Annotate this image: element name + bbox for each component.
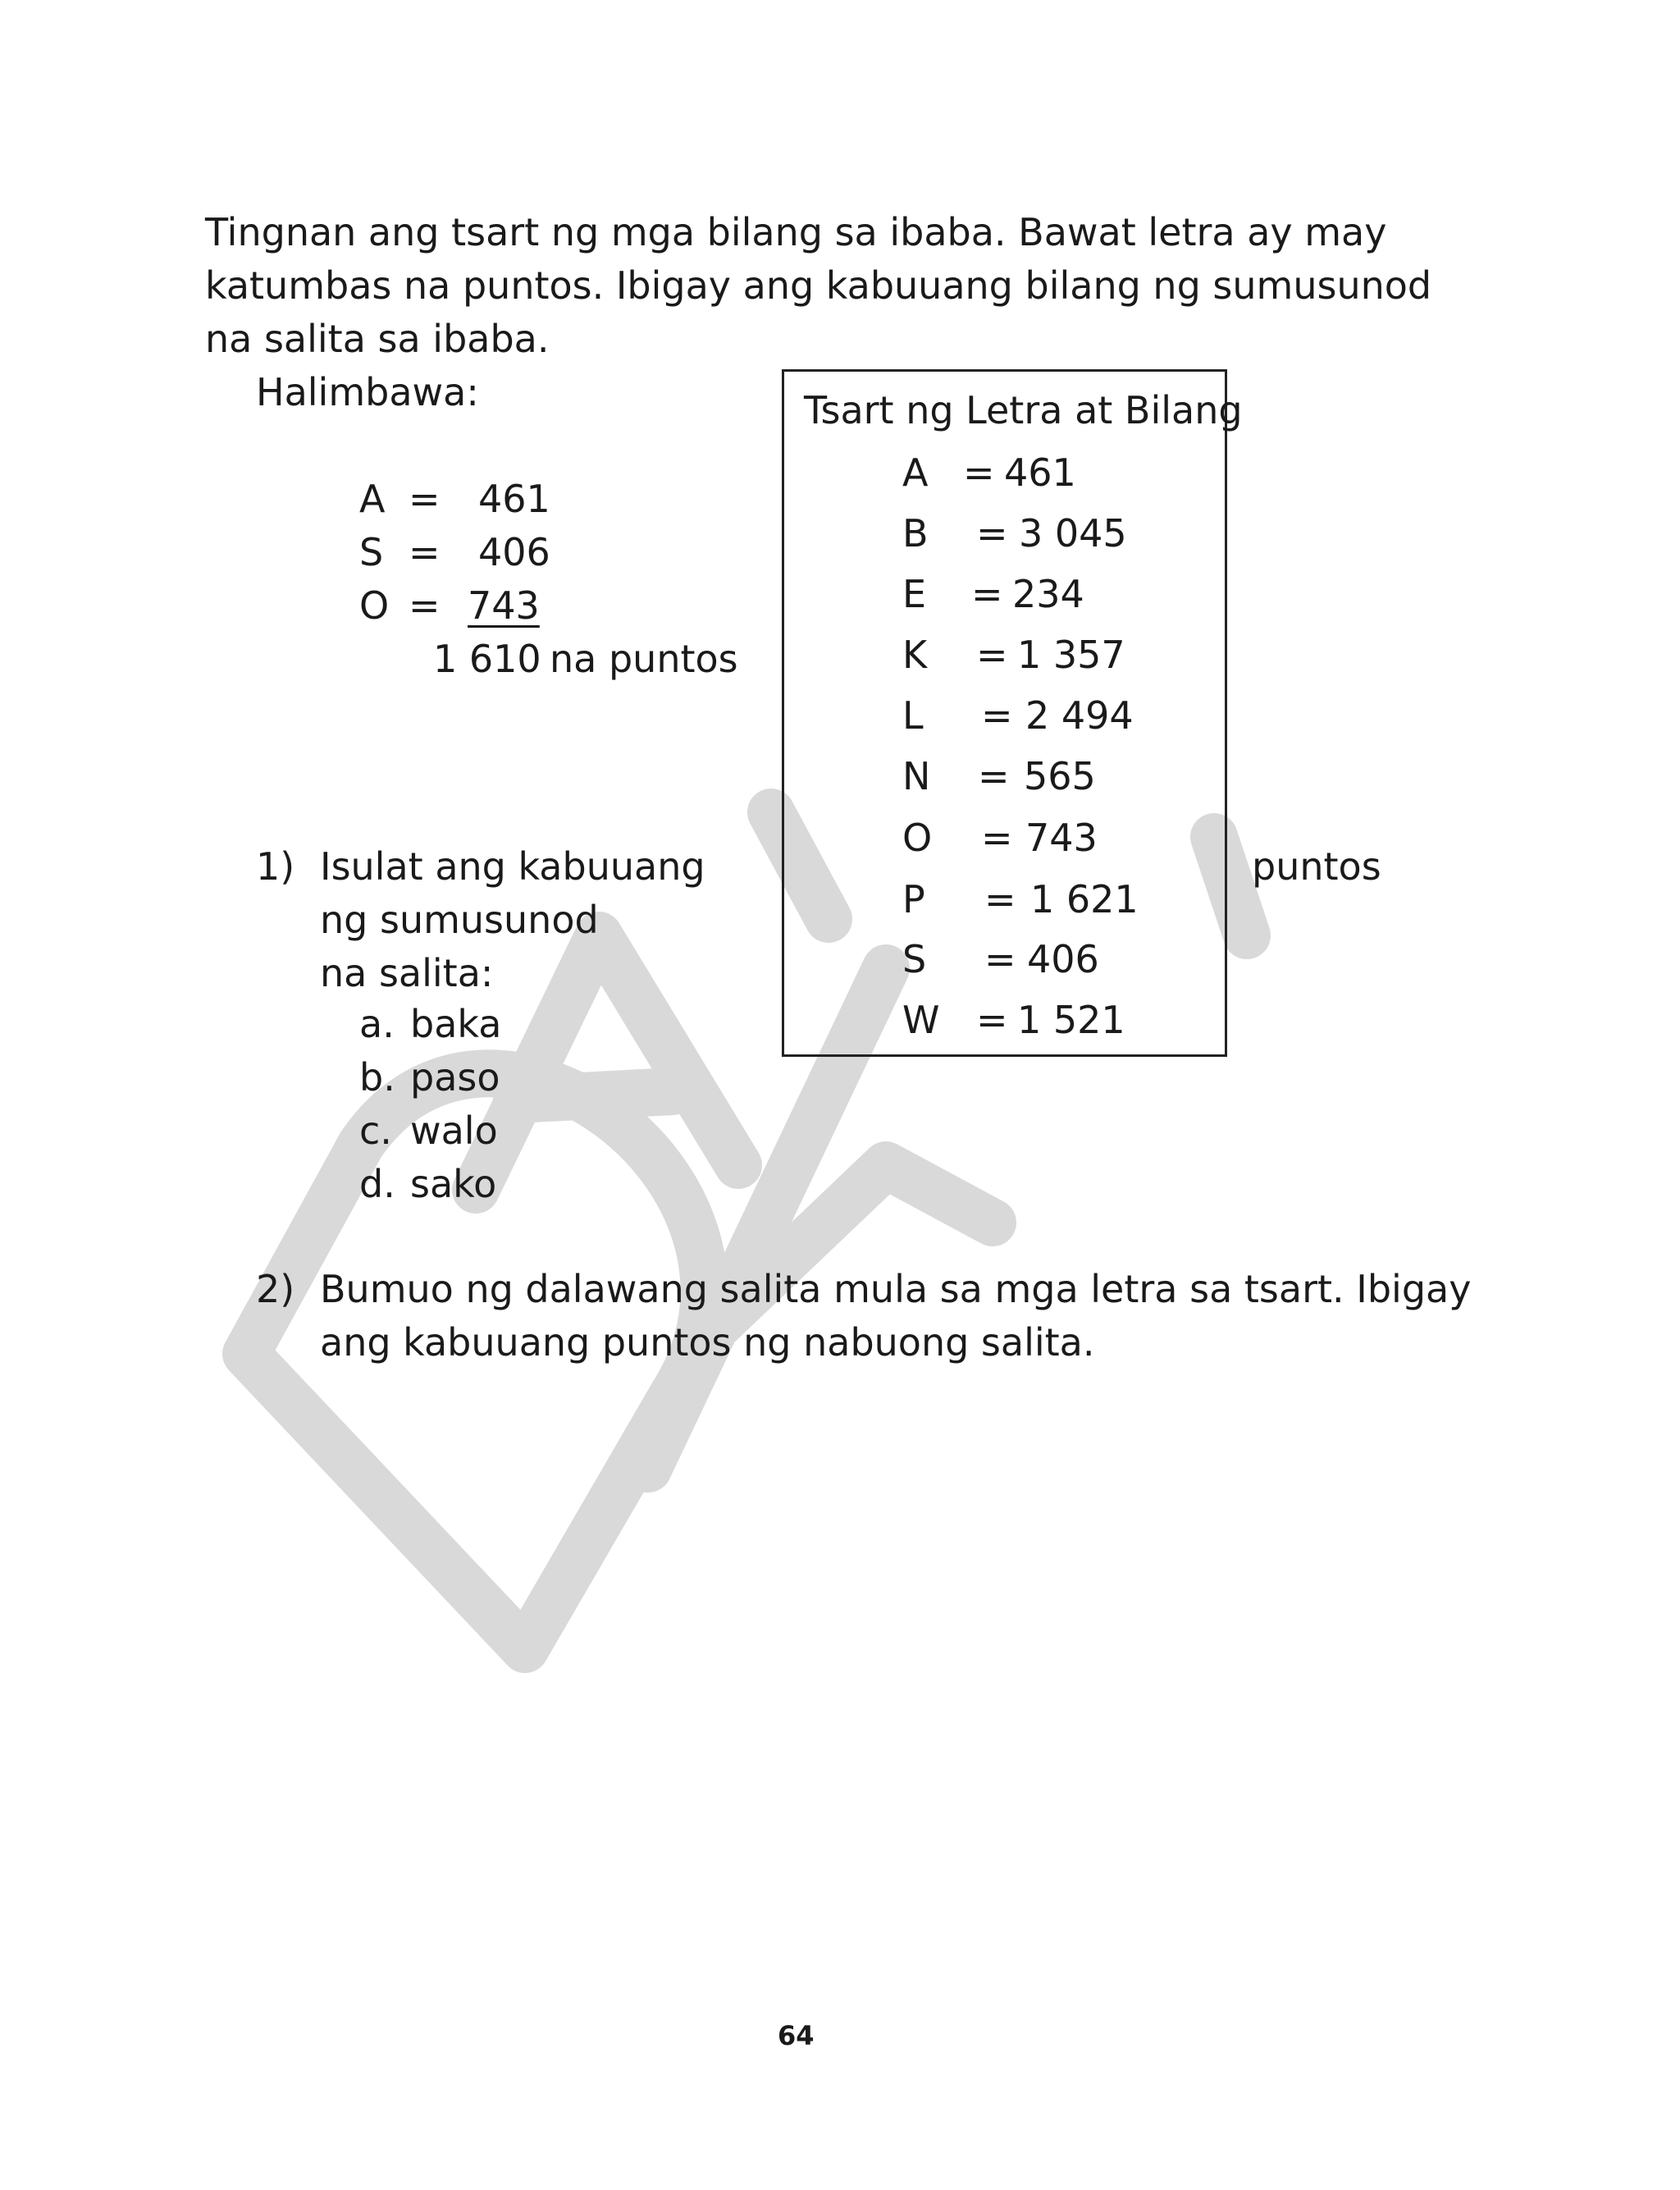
example-equals: = [409, 530, 441, 574]
list-item-marker: b. [359, 1055, 395, 1100]
q1-line-1: Isulat ang kabuuang [320, 844, 705, 889]
chart-value: 1 621 [1030, 877, 1139, 921]
q1-line-1-tail: puntos [1252, 844, 1381, 889]
example-letter: A [359, 477, 386, 521]
chart-value: 1 521 [1017, 998, 1125, 1042]
chart-value: 3 045 [1019, 511, 1127, 556]
chart-value: 743 [1025, 816, 1098, 860]
q2-number: 2) [256, 1267, 295, 1311]
example-unit: na puntos [550, 637, 738, 681]
chart-letter: A [902, 450, 929, 495]
chart-equals: = [971, 572, 1003, 616]
list-item-marker: c. [359, 1109, 392, 1153]
chart-equals: = [978, 754, 1010, 798]
chart-value: 2 494 [1025, 693, 1134, 738]
q2-line-1: Bumuo ng dalawang salita mula sa mga letra sa tsart. Ibigay [320, 1267, 1472, 1311]
chart-equals: = [963, 450, 995, 495]
example-total: 1 610 [433, 637, 541, 681]
intro-line-3: na salita sa ibaba. [205, 317, 550, 361]
chart-equals: = [976, 998, 1008, 1042]
chart-equals: = [984, 877, 1016, 921]
chart-letter: K [902, 633, 928, 677]
example-value: 406 [478, 530, 550, 574]
chart-letter: O [902, 816, 933, 860]
chart-letter: B [902, 511, 929, 556]
chart-equals: = [981, 816, 1013, 860]
example-value: 461 [478, 477, 550, 521]
q2-line-2: ang kabuuang puntos ng nabuong salita. [320, 1320, 1095, 1365]
q1-line-2: ng sumusunod [320, 898, 599, 942]
list-item-marker: a. [359, 1002, 395, 1046]
chart-value: 234 [1012, 572, 1084, 616]
chart-equals: = [981, 693, 1013, 738]
chart-equals: = [976, 633, 1008, 677]
example-letter: O [359, 583, 390, 628]
chart-letter: S [902, 937, 927, 981]
example-equals: = [409, 583, 441, 628]
chart-equals: = [976, 511, 1008, 556]
q1-line-3: na salita: [320, 951, 494, 995]
list-item-marker: d. [359, 1162, 395, 1206]
chart-letter: E [902, 572, 927, 616]
intro-line-1: Tingnan ang tsart ng mga bilang sa ibaba. Bawat letra ay may [205, 210, 1387, 254]
page-number: 64 [778, 2020, 815, 2051]
example-value-underlined: 743 [468, 583, 540, 628]
list-item-word: paso [410, 1055, 500, 1100]
chart-title: Tsart ng Letra at Bilang [804, 388, 1243, 432]
q1-number: 1) [256, 844, 295, 889]
chart-value: 461 [1004, 450, 1076, 495]
chart-letter: N [902, 754, 931, 798]
list-item-word: walo [410, 1109, 498, 1153]
example-label: Halimbawa: [256, 370, 479, 414]
chart-equals: = [984, 937, 1016, 981]
chart-letter: P [902, 877, 925, 921]
chart-letter: W [902, 998, 940, 1042]
chart-letter: L [902, 693, 924, 738]
intro-line-2: katumbas na puntos. Ibigay ang kabuuang bilang ng sumusunod [205, 263, 1432, 308]
chart-value: 406 [1027, 937, 1099, 981]
list-item-word: sako [410, 1162, 497, 1206]
example-letter: S [359, 530, 384, 574]
example-equals: = [409, 477, 441, 521]
chart-value: 565 [1024, 754, 1096, 798]
letter-number-chart [782, 369, 1243, 1057]
chart-value: 1 357 [1017, 633, 1125, 677]
list-item-word: baka [410, 1002, 502, 1046]
